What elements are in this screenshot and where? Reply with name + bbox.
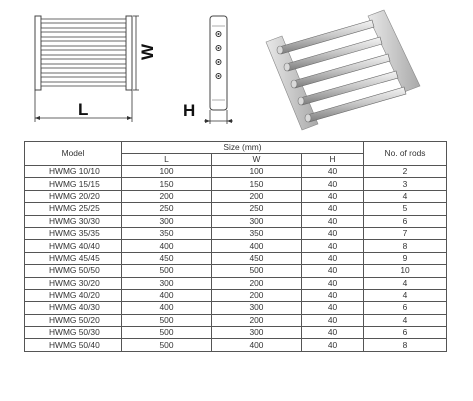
model-cell: HWMG 40/30	[25, 302, 122, 314]
height-cell: 40	[301, 327, 363, 339]
height-dimension-label: H	[183, 101, 196, 120]
height-cell: 40	[301, 215, 363, 227]
length-cell: 150	[122, 178, 212, 190]
height-cell: 40	[301, 302, 363, 314]
height-cell: 40	[301, 227, 363, 239]
length-cell: 500	[122, 314, 212, 326]
table-row	[25, 314, 447, 326]
table-row	[25, 190, 447, 202]
height-cell: 40	[301, 203, 363, 215]
model-cell: HWMG 25/25	[25, 203, 122, 215]
table-row	[25, 240, 447, 252]
model-cell: HWMG 50/30	[25, 327, 122, 339]
width-cell: 300	[211, 215, 301, 227]
height-cell: 40	[301, 178, 363, 190]
height-cell: 40	[301, 240, 363, 252]
width-cell: 450	[211, 252, 301, 264]
table-row	[25, 203, 447, 215]
width-cell: 350	[211, 227, 301, 239]
width-cell: 200	[211, 289, 301, 301]
height-cell: 40	[301, 277, 363, 289]
table-row	[25, 289, 447, 301]
table-row	[25, 302, 447, 314]
model-cell: HWMG 50/50	[25, 265, 122, 277]
model-cell: HWMG 40/40	[25, 240, 122, 252]
side-view-drawing	[204, 16, 233, 124]
table-row	[25, 178, 447, 190]
length-cell: 500	[122, 339, 212, 351]
model-cell: HWMG 10/10	[25, 166, 122, 178]
header-w: W	[211, 154, 301, 166]
length-cell: 400	[122, 302, 212, 314]
rods-cell: 9	[364, 252, 447, 264]
header-model: Model	[25, 142, 122, 166]
width-cell: 100	[211, 166, 301, 178]
rods-cell: 8	[364, 240, 447, 252]
specification-table	[24, 141, 447, 352]
table-row	[25, 265, 447, 277]
length-cell: 400	[122, 240, 212, 252]
rods-cell: 6	[364, 302, 447, 314]
table-body	[25, 166, 447, 352]
rods-cell: 4	[364, 190, 447, 202]
drawings-area	[0, 0, 473, 140]
model-cell: HWMG 30/20	[25, 277, 122, 289]
table-row	[25, 215, 447, 227]
rods-cell: 4	[364, 314, 447, 326]
width-cell: 200	[211, 190, 301, 202]
length-cell: 250	[122, 203, 212, 215]
rods-cell: 4	[364, 277, 447, 289]
height-cell: 40	[301, 166, 363, 178]
width-cell: 300	[211, 327, 301, 339]
rods-cell: 6	[364, 327, 447, 339]
model-cell: HWMG 30/30	[25, 215, 122, 227]
model-cell: HWMG 50/40	[25, 339, 122, 351]
length-cell: 300	[122, 277, 212, 289]
table-row	[25, 166, 447, 178]
length-cell: 400	[122, 289, 212, 301]
table-row	[25, 252, 447, 264]
model-cell: HWMG 45/45	[25, 252, 122, 264]
width-cell: 200	[211, 314, 301, 326]
length-cell: 200	[122, 190, 212, 202]
rods-cell: 3	[364, 178, 447, 190]
magnetic-grate-photo-icon	[266, 10, 420, 130]
rods-cell: 8	[364, 339, 447, 351]
width-cell: 400	[211, 339, 301, 351]
rods-cell: 5	[364, 203, 447, 215]
rods-cell: 2	[364, 166, 447, 178]
height-cell: 40	[301, 314, 363, 326]
height-cell: 40	[301, 339, 363, 351]
width-cell: 300	[211, 302, 301, 314]
width-cell: 500	[211, 265, 301, 277]
header-l: L	[122, 154, 212, 166]
header-size: Size (mm)	[122, 142, 364, 154]
height-cell: 40	[301, 252, 363, 264]
table-row	[25, 327, 447, 339]
model-cell: HWMG 15/15	[25, 178, 122, 190]
length-cell: 300	[122, 215, 212, 227]
height-cell: 40	[301, 190, 363, 202]
header-rods: No. of rods	[364, 142, 447, 166]
length-cell: 500	[122, 265, 212, 277]
width-dimension-label: W	[138, 44, 157, 61]
length-cell: 100	[122, 166, 212, 178]
model-cell: HWMG 40/20	[25, 289, 122, 301]
width-cell: 150	[211, 178, 301, 190]
table-row	[25, 339, 447, 351]
length-cell: 350	[122, 227, 212, 239]
length-cell: 500	[122, 327, 212, 339]
width-cell: 400	[211, 240, 301, 252]
rods-cell: 10	[364, 265, 447, 277]
height-cell: 40	[301, 289, 363, 301]
model-cell: HWMG 35/35	[25, 227, 122, 239]
width-cell: 200	[211, 277, 301, 289]
technical-drawings	[0, 0, 473, 140]
model-cell: HWMG 50/20	[25, 314, 122, 326]
header-h: H	[301, 154, 363, 166]
table-row	[25, 277, 447, 289]
table-row	[25, 227, 447, 239]
length-dimension-label: L	[78, 100, 89, 119]
rods-cell: 7	[364, 227, 447, 239]
rods-cell: 6	[364, 215, 447, 227]
rods-cell: 4	[364, 289, 447, 301]
width-cell: 250	[211, 203, 301, 215]
height-cell: 40	[301, 265, 363, 277]
model-cell: HWMG 20/20	[25, 190, 122, 202]
length-cell: 450	[122, 252, 212, 264]
